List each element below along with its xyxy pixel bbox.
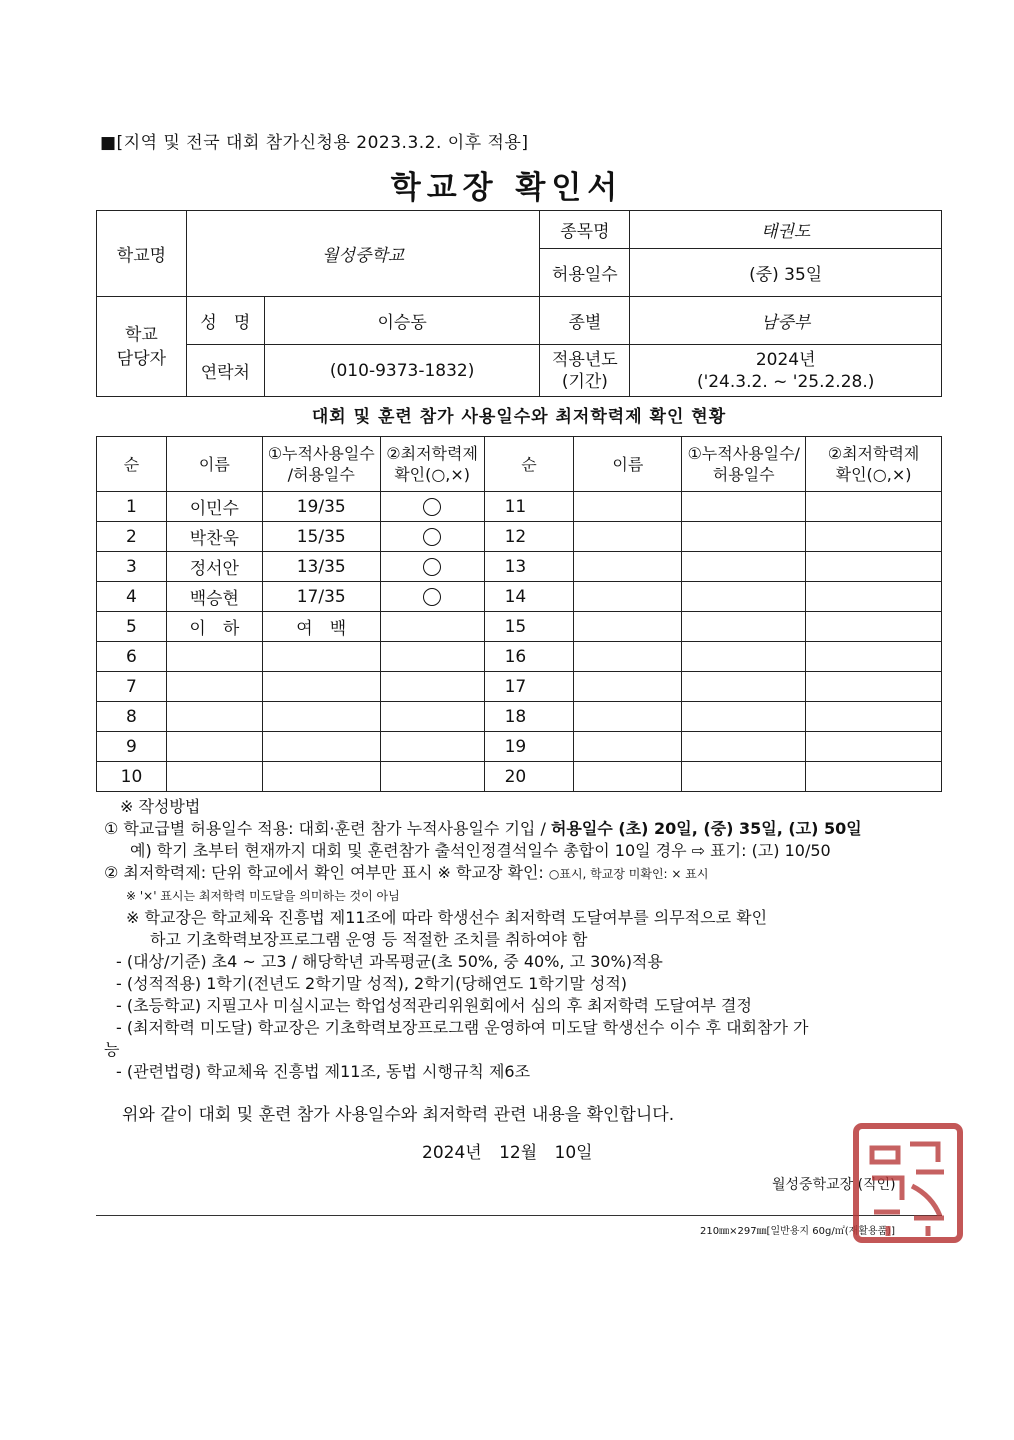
instructions bbox=[104, 796, 944, 1083]
division-label: 종별 bbox=[540, 297, 630, 345]
row-number: 9 bbox=[97, 732, 167, 762]
athlete-name bbox=[574, 582, 682, 612]
signer: 월성중학교장 (직인) bbox=[772, 1177, 896, 1193]
athlete-name: 이민수 bbox=[166, 492, 262, 522]
row-number: 20 bbox=[484, 762, 574, 792]
academic-check bbox=[806, 492, 942, 522]
table-row bbox=[97, 702, 942, 732]
allowed-days-label: 허용일수 bbox=[540, 249, 630, 297]
academic-check bbox=[380, 732, 484, 762]
column-header: 순 bbox=[97, 437, 167, 492]
manager-label: 학교 담당자 bbox=[97, 297, 187, 397]
note-7: - (초등학교) 지필고사 미실시교는 학업성적관리위원회에서 심의 후 최저학력 도달여부 결정 bbox=[116, 996, 752, 1015]
days-used: 여 백 bbox=[262, 612, 380, 642]
table-row bbox=[97, 612, 942, 642]
days-used bbox=[682, 672, 806, 702]
name-label: 성 명 bbox=[186, 297, 264, 345]
row-number: 1 bbox=[97, 492, 167, 522]
row-number: 6 bbox=[97, 642, 167, 672]
column-header: ①누적사용일수 /허용일수 bbox=[262, 437, 380, 492]
days-used bbox=[682, 642, 806, 672]
note-3: ※ '×' 표시는 최저학력 미도달을 의미하는 것이 아님 bbox=[126, 889, 400, 903]
bottom-divider bbox=[96, 1215, 942, 1216]
note-5: - (대상/기준) 초4 ~ 고3 / 해당학년 과목평균(초 50%, 중 40%, 고 30%)적용 bbox=[116, 952, 663, 971]
contact-label: 연락처 bbox=[186, 345, 264, 397]
days-used bbox=[682, 582, 806, 612]
note-6: - (성적적용) 1학기(전년도 2학기말 성적), 2학기(당해연도 1학기말 성적) bbox=[116, 974, 628, 993]
athlete-name bbox=[574, 702, 682, 732]
academic-check bbox=[380, 552, 484, 582]
school-name: 월성중학교 bbox=[186, 211, 540, 297]
athlete-name bbox=[574, 552, 682, 582]
row-number: 16 bbox=[484, 642, 574, 672]
days-used bbox=[682, 522, 806, 552]
academic-check bbox=[806, 642, 942, 672]
athlete-name: 이 하 bbox=[166, 612, 262, 642]
row-number: 5 bbox=[97, 612, 167, 642]
division-value: 남중부 bbox=[630, 297, 942, 345]
column-header: 이름 bbox=[166, 437, 262, 492]
period-value: ('24.3.2. ~ '25.2.28.) bbox=[696, 371, 875, 392]
column-header: ①누적사용일수/ 허용일수 bbox=[682, 437, 806, 492]
days-used: 15/35 bbox=[262, 522, 380, 552]
row-number: 10 bbox=[97, 762, 167, 792]
academic-check bbox=[806, 552, 942, 582]
table-row bbox=[97, 642, 942, 672]
manager-name: 이승동 bbox=[264, 297, 540, 345]
athlete-name: 백승현 bbox=[166, 582, 262, 612]
days-used: 17/35 bbox=[262, 582, 380, 612]
athlete-name bbox=[574, 642, 682, 672]
note-4: ※ 학교장은 학교체육 진흥법 제11조에 따라 학생선수 최저학력 도달여부를 의무적으로 확인 bbox=[126, 908, 768, 927]
days-used bbox=[262, 672, 380, 702]
days-used: 19/35 bbox=[262, 492, 380, 522]
document-title: 학교장 확인서 bbox=[390, 170, 624, 206]
days-used bbox=[682, 612, 806, 642]
days-used bbox=[682, 732, 806, 762]
athlete-name bbox=[574, 522, 682, 552]
row-number: 19 bbox=[484, 732, 574, 762]
note-2-text: ② 최저학력제: 단위 학교에서 확인 여부만 표시 ※ 학교장 확인: bbox=[104, 863, 549, 882]
column-header: 순 bbox=[484, 437, 574, 492]
row-number: 17 bbox=[484, 672, 574, 702]
row-number: 2 bbox=[97, 522, 167, 552]
check-circle-icon bbox=[423, 558, 441, 576]
athlete-name bbox=[574, 762, 682, 792]
note-2 bbox=[104, 862, 944, 885]
paper-spec: 210㎜×297㎜[일반용지 60g/㎡(재활용품)] bbox=[700, 1226, 896, 1237]
athlete-name bbox=[166, 642, 262, 672]
row-number: 15 bbox=[484, 612, 574, 642]
check-circle-icon bbox=[423, 498, 441, 516]
academic-check bbox=[380, 762, 484, 792]
note-4b: 하고 기초학력보장프로그램 운영 등 적절한 조치를 취하여야 함 bbox=[150, 930, 588, 949]
athlete-name bbox=[166, 732, 262, 762]
row-number: 7 bbox=[97, 672, 167, 702]
academic-check bbox=[806, 762, 942, 792]
academic-check bbox=[380, 582, 484, 612]
note-1-bold: 허용일수 (초) 20일, (중) 35일, (고) 50일 bbox=[550, 819, 862, 838]
athlete-name: 박찬욱 bbox=[166, 522, 262, 552]
note-1 bbox=[104, 818, 944, 840]
academic-check bbox=[806, 522, 942, 552]
academic-check bbox=[380, 642, 484, 672]
table-row bbox=[97, 552, 942, 582]
academic-check bbox=[380, 702, 484, 732]
academic-check bbox=[806, 702, 942, 732]
notes-heading: ※ 작성방법 bbox=[120, 797, 201, 816]
athlete-name bbox=[166, 702, 262, 732]
year-cell bbox=[630, 345, 942, 397]
days-used bbox=[682, 702, 806, 732]
row-number: 8 bbox=[97, 702, 167, 732]
event-label: 종목명 bbox=[540, 211, 630, 249]
note-1b: 예) 학기 초부터 현재까지 대회 및 훈련참가 출석인정결석일수 총합이 10일 경우 ⇨ 표기: (고) 10/50 bbox=[130, 841, 831, 860]
academic-check bbox=[806, 612, 942, 642]
athlete-name bbox=[166, 762, 262, 792]
participation-table bbox=[96, 436, 942, 792]
row-number: 4 bbox=[97, 582, 167, 612]
days-used bbox=[682, 492, 806, 522]
days-used bbox=[262, 702, 380, 732]
academic-check bbox=[380, 672, 484, 702]
athlete-name bbox=[574, 492, 682, 522]
note-1-text: ① 학교급별 허용일수 적용: 대회·훈련 참가 누적사용일수 기입 / bbox=[104, 819, 551, 838]
document-date: 2024년 12월 10일 bbox=[422, 1143, 593, 1163]
table-row bbox=[97, 582, 942, 612]
days-used: 13/35 bbox=[262, 552, 380, 582]
row-number: 18 bbox=[484, 702, 574, 732]
info-table bbox=[96, 210, 942, 397]
row-number: 12 bbox=[484, 522, 574, 552]
contact-value: (010-9373-1832) bbox=[264, 345, 540, 397]
days-used bbox=[262, 762, 380, 792]
column-header: ②최저학력제 확인(○,×) bbox=[380, 437, 484, 492]
table-row bbox=[97, 732, 942, 762]
year-value: 2024년 bbox=[755, 349, 816, 370]
note-8b: 능 bbox=[104, 1040, 120, 1059]
academic-check bbox=[380, 492, 484, 522]
athlete-name bbox=[574, 612, 682, 642]
note-9: - (관련법령) 학교체육 진흥법 제11조, 동법 시행규칙 제6조 bbox=[116, 1062, 531, 1081]
event-value: 태권도 bbox=[630, 211, 942, 249]
confirmation-statement: 위와 같이 대회 및 훈련 참가 사용일수와 최저학력 관련 내용을 확인합니다. bbox=[122, 1105, 675, 1125]
row-number: 11 bbox=[484, 492, 574, 522]
academic-check bbox=[380, 522, 484, 552]
year-label: 적용년도 (기간) bbox=[540, 345, 630, 397]
athlete-name: 정서안 bbox=[166, 552, 262, 582]
allowed-days-value: (중) 35일 bbox=[630, 249, 942, 297]
academic-check bbox=[380, 612, 484, 642]
row-number: 3 bbox=[97, 552, 167, 582]
row-number: 14 bbox=[484, 582, 574, 612]
athlete-name bbox=[166, 672, 262, 702]
table-row bbox=[97, 762, 942, 792]
section-title: 대회 및 훈련 참가 사용일수와 최저학력제 확인 현황 bbox=[311, 407, 727, 427]
column-header: 이름 bbox=[574, 437, 682, 492]
official-seal-stamp bbox=[852, 1122, 964, 1244]
table-row bbox=[97, 672, 942, 702]
row-number: 13 bbox=[484, 552, 574, 582]
note-8: - (최저학력 미도달) 학교장은 기초학력보장프로그램 운영하여 미도달 학생선수 이수 후 대회참가 가 bbox=[116, 1018, 809, 1037]
academic-check bbox=[806, 672, 942, 702]
table-row bbox=[97, 492, 942, 522]
document-header-note: ■[지역 및 전국 대회 참가신청용 2023.3.2. 이후 적용] bbox=[100, 133, 529, 153]
days-used bbox=[682, 552, 806, 582]
check-circle-icon bbox=[423, 588, 441, 606]
column-header: ②최저학력제 확인(○,×) bbox=[806, 437, 942, 492]
school-name-label: 학교명 bbox=[97, 211, 187, 297]
athlete-name bbox=[574, 732, 682, 762]
athlete-name bbox=[574, 672, 682, 702]
check-circle-icon bbox=[423, 528, 441, 546]
days-used bbox=[262, 642, 380, 672]
days-used bbox=[682, 762, 806, 792]
academic-check bbox=[806, 732, 942, 762]
academic-check bbox=[806, 582, 942, 612]
table-row bbox=[97, 522, 942, 552]
days-used bbox=[262, 732, 380, 762]
note-2-small: ○표시, 학교장 미확인: × 표시 bbox=[548, 867, 709, 881]
